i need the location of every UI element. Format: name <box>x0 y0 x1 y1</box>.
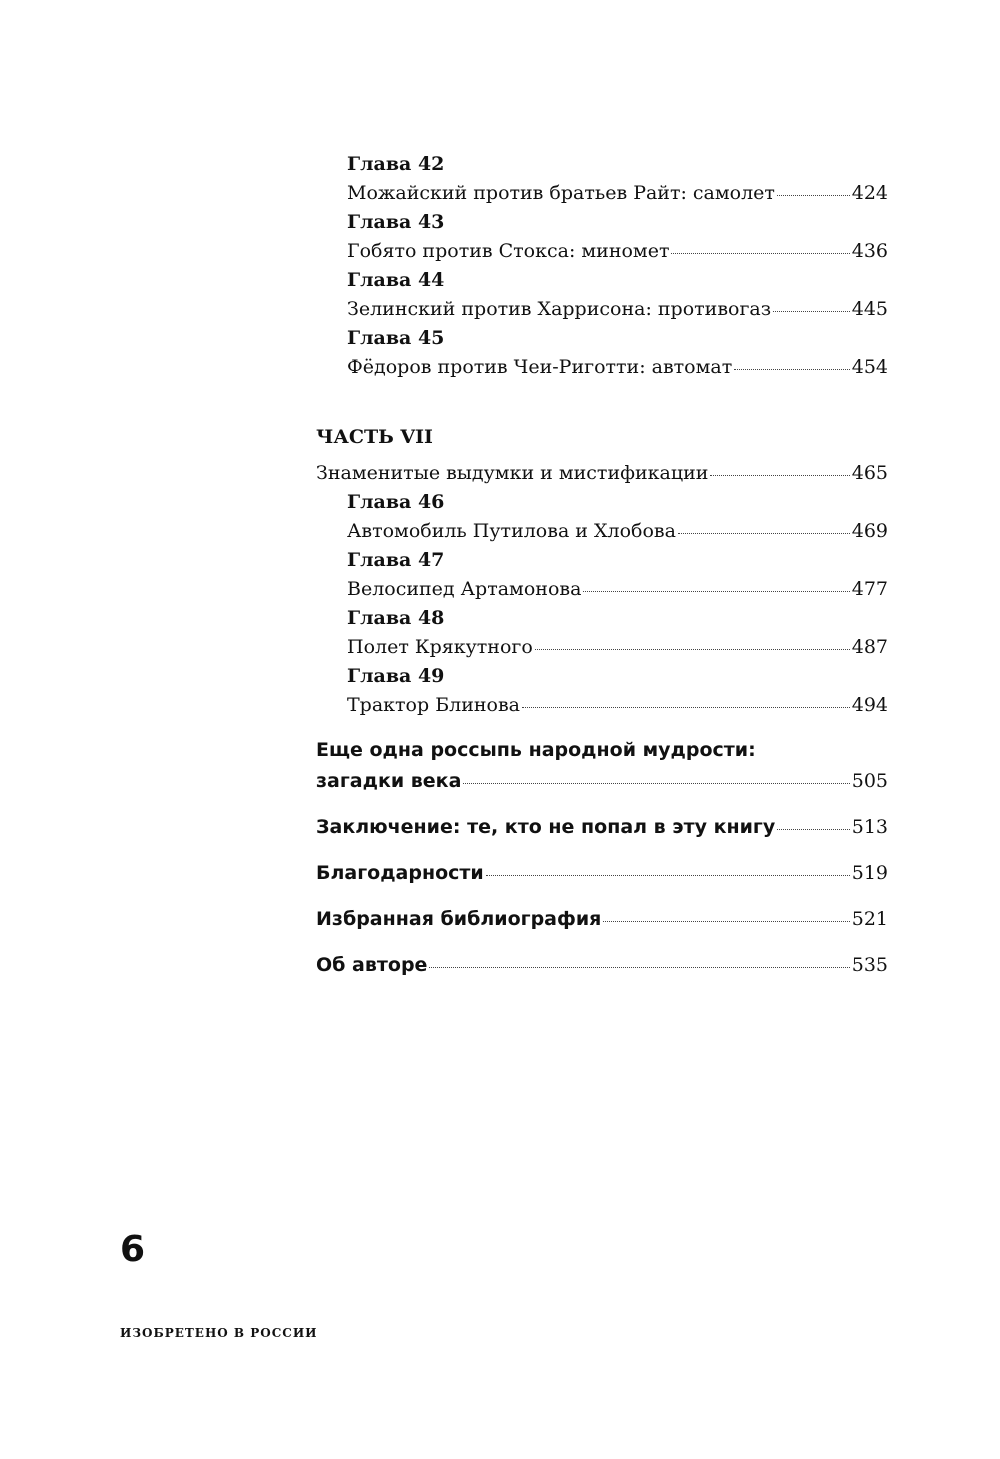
dot-leader <box>734 369 849 370</box>
entry-title: Гобято против Стокса: миномет <box>347 240 670 262</box>
dot-leader <box>777 195 850 196</box>
entry-title: Автомобиль Путилова и Хлобова <box>347 520 676 542</box>
part-title: ЧАСТЬ VII <box>316 426 433 448</box>
toc-entry <box>316 766 888 796</box>
entry-page: 445 <box>851 298 888 320</box>
entry-page: 469 <box>851 520 888 542</box>
acknowledgements-entry[interactable] <box>316 858 888 888</box>
dot-leader <box>486 875 850 876</box>
toc-entry[interactable] <box>347 236 888 266</box>
chapter-49 <box>347 662 888 720</box>
dot-leader <box>710 475 849 476</box>
entry-page: 535 <box>851 954 888 976</box>
chapter-43 <box>347 208 888 266</box>
entry-page: 436 <box>851 240 888 262</box>
chapter-heading: Глава 45 <box>347 327 445 349</box>
bibliography-entry[interactable] <box>316 904 888 934</box>
toc-entry[interactable] <box>347 690 888 720</box>
dot-leader <box>583 591 849 592</box>
entry-title: Знаменитые выдумки и мистификации <box>316 462 709 484</box>
chapter-heading: Глава 49 <box>347 665 445 687</box>
chapter-heading: Глава 47 <box>347 549 445 571</box>
entry-title: Велосипед Артамонова <box>347 578 582 600</box>
entry-title: Благодарности <box>316 862 484 884</box>
entry-page: 521 <box>851 908 888 930</box>
chapter-45 <box>347 324 888 382</box>
chapter-heading: Глава 46 <box>347 491 445 513</box>
dot-leader <box>429 967 849 968</box>
part-subtitle-entry[interactable] <box>316 458 888 488</box>
entry-page: 494 <box>851 694 888 716</box>
entry-title: загадки века <box>316 770 462 792</box>
conclusion-entry[interactable] <box>316 812 888 842</box>
page-number: 6 <box>120 1229 146 1270</box>
chapter-42 <box>347 150 888 208</box>
entry-title: Зелинский против Харрисона: противогаз <box>347 298 772 320</box>
dot-leader <box>535 649 850 650</box>
toc-entry[interactable] <box>347 632 888 662</box>
chapter-heading: Глава 44 <box>347 269 445 291</box>
riddles-title-line1: Еще одна россыпь народной мудрости: <box>316 739 756 761</box>
chapter-heading: Глава 42 <box>347 153 445 175</box>
entry-title: Заключение: те, кто не попал в эту книгу <box>316 816 776 838</box>
toc-entry[interactable] <box>347 352 888 382</box>
entry-page: 465 <box>851 462 888 484</box>
toc-entry[interactable] <box>347 574 888 604</box>
entry-title: Об авторе <box>316 954 428 976</box>
entry-title: Трактор Блинова <box>347 694 521 716</box>
chapter-46 <box>347 488 888 546</box>
entry-title: Полет Крякутного <box>347 636 533 658</box>
dot-leader <box>603 921 849 922</box>
toc-entry[interactable] <box>347 294 888 324</box>
toc-entry[interactable] <box>347 516 888 546</box>
about-author-entry[interactable] <box>316 950 888 980</box>
dot-leader <box>773 311 850 312</box>
entry-page: 505 <box>851 770 888 792</box>
entry-title: Фёдоров против Чеи-Риготти: автомат <box>347 356 733 378</box>
entry-title: Избранная библиография <box>316 908 602 930</box>
dot-leader <box>678 533 850 534</box>
entry-page: 487 <box>851 636 888 658</box>
entry-page: 519 <box>851 862 888 884</box>
dot-leader <box>522 707 850 708</box>
running-title: ИЗОБРЕТЕНО В РОССИИ <box>120 1326 318 1340</box>
table-of-contents <box>316 150 888 980</box>
dot-leader <box>671 253 849 254</box>
entry-page: 513 <box>851 816 888 838</box>
dot-leader <box>777 829 850 830</box>
entry-page: 477 <box>851 578 888 600</box>
entry-page: 454 <box>851 356 888 378</box>
entry-title: Можайский против братьев Райт: самолет <box>347 182 775 204</box>
chapter-44 <box>347 266 888 324</box>
chapter-48 <box>347 604 888 662</box>
chapter-heading: Глава 43 <box>347 211 445 233</box>
dot-leader <box>463 783 849 784</box>
chapter-heading: Глава 48 <box>347 607 445 629</box>
chapter-47 <box>347 546 888 604</box>
toc-entry[interactable] <box>347 178 888 208</box>
riddles-entry[interactable] <box>316 734 888 796</box>
entry-page: 424 <box>851 182 888 204</box>
